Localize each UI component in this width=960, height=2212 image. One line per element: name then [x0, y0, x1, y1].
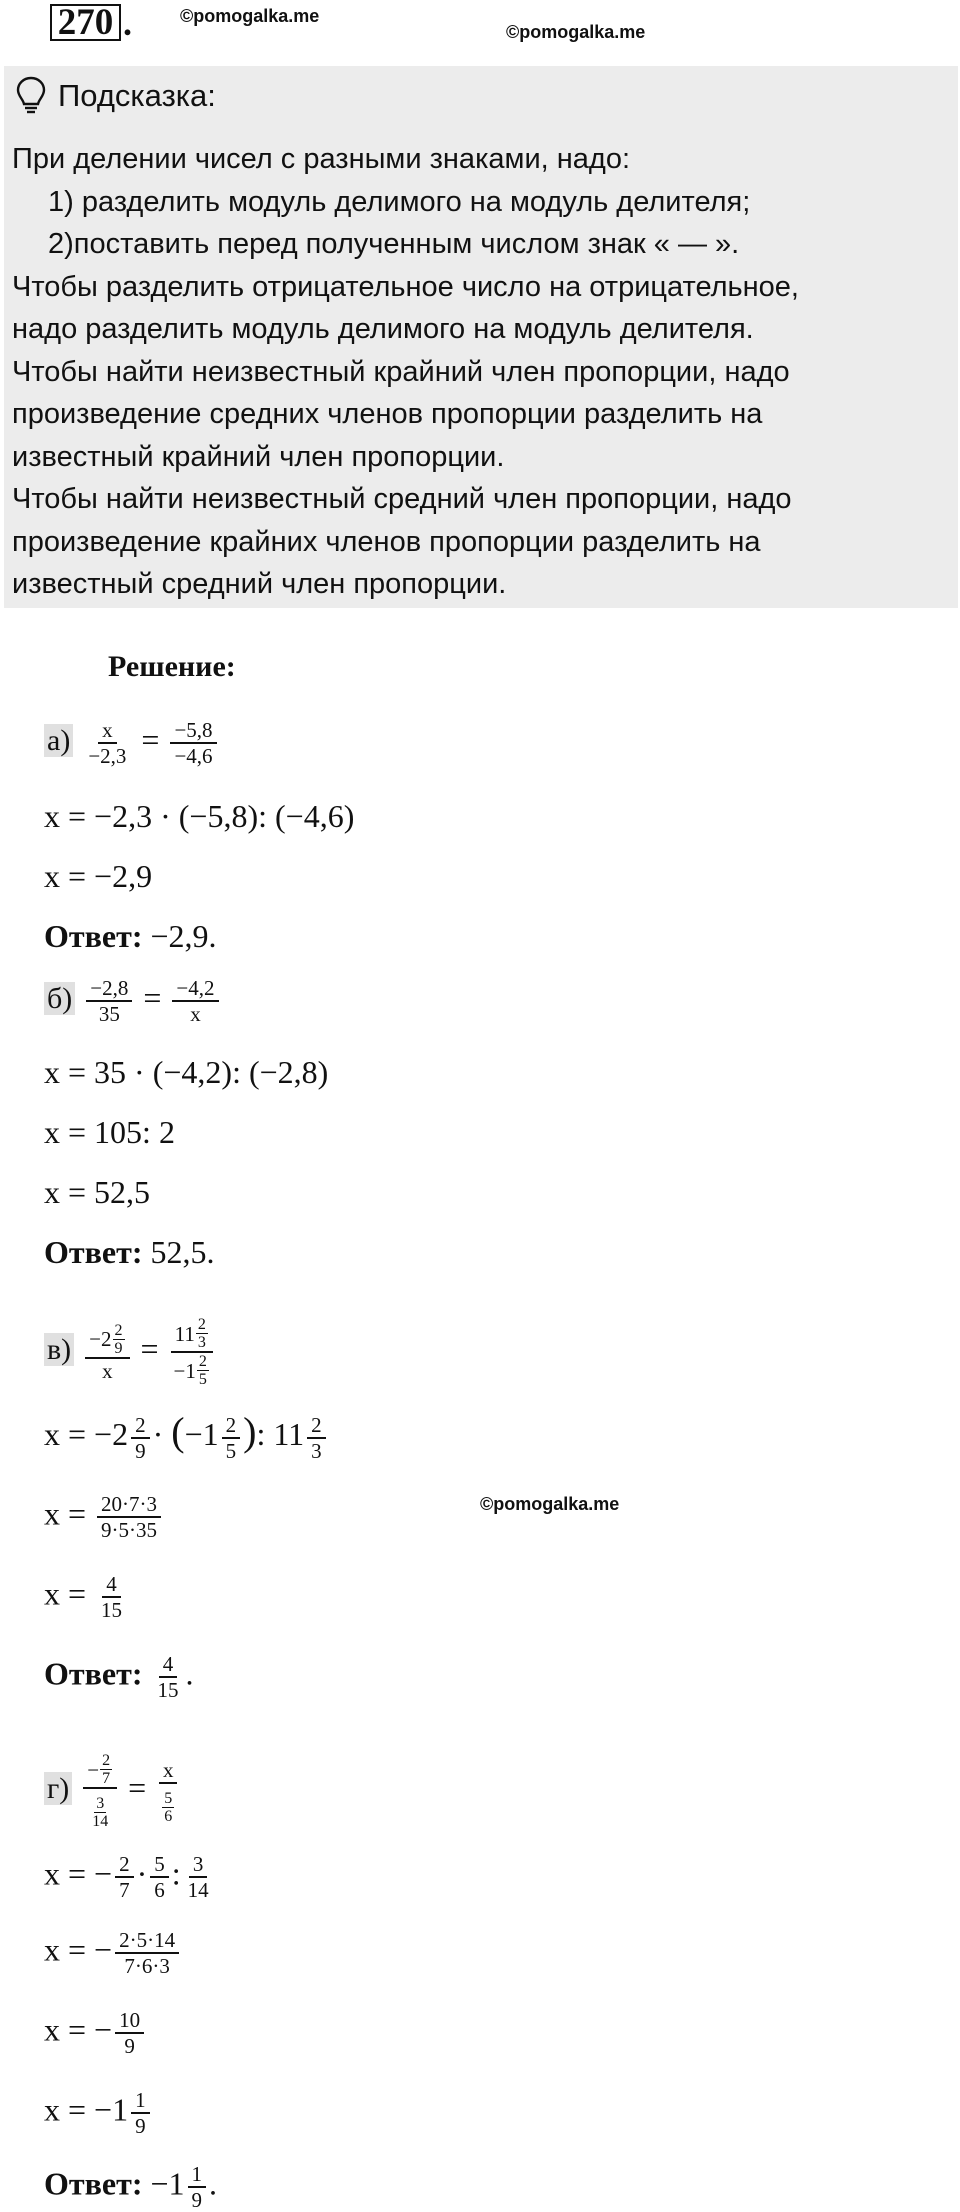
- part-b-answer: [44, 1232, 214, 1272]
- part-v-step1: x = −2 $\frac{2}{9}$ · (−1 $\frac{2}{5}$ ): 11 $\frac{2}{3}$: [44, 1412, 329, 1463]
- hint-text: [12, 138, 952, 606]
- part-g-step2: x = − $\frac{2\cdot 5\cdot 14}{7\cdot 6\cdot 3}$: [44, 1928, 182, 1978]
- answer-value: −2,9.: [150, 918, 217, 954]
- part-g-step4: x = −1 $\frac{1}{9}$: [44, 2088, 153, 2138]
- part-g-label: г): [44, 1772, 72, 1805]
- part-g-equation: г) − $\frac{2}{7}$ $\frac{3}{14}$ = $\frac{x}{\frac{5}{6}}$: [44, 1752, 182, 1830]
- part-b-step1: x = 35 · (−4,2): (−2,8): [44, 1054, 329, 1090]
- part-g-answer: Ответ: −1 $\frac{1}{9}$ .: [44, 2162, 218, 2212]
- hint-line: произведение средних членов пропорции разделить на: [12, 398, 763, 430]
- part-b-label: б): [44, 982, 75, 1015]
- problem-number: 270: [50, 4, 121, 41]
- hint-line: При делении чисел с разными знаками, надо:: [12, 143, 631, 175]
- answer-label: Ответ:: [44, 918, 143, 954]
- hint-line: Чтобы разделить отрицательное число на отрицательное,: [12, 270, 799, 303]
- watermark-top-left: ©pomogalka.me: [180, 6, 320, 26]
- hint-line: известный крайний член пропорции.: [12, 440, 505, 473]
- part-b-step3: x = 52,5: [44, 1174, 151, 1210]
- part-a-equation: а) $\frac{x}{-2,3}$ = $\frac{-5,8}{-4,6}$: [44, 718, 220, 768]
- part-a-step2: x = −2,9: [44, 858, 153, 894]
- watermark-top-right: ©pomogalka.me: [506, 22, 646, 42]
- answer-label: Ответ:: [44, 2165, 143, 2202]
- hint-line: 2)поставить перед полученным числом знак « — ».: [48, 228, 740, 260]
- answer-label: Ответ:: [44, 1655, 143, 1692]
- hint-line: надо разделить модуль делимого на модуль делителя.: [12, 313, 754, 345]
- hint-line: известный средний член пропорции.: [12, 568, 507, 600]
- hint-line: 1) разделить модуль делимого на модуль делителя;: [48, 185, 751, 218]
- part-b-equation: б) $\frac{-2,8}{35}$ = $\frac{-4,2}{x}$: [44, 976, 222, 1026]
- part-a-label: а): [44, 724, 73, 757]
- part-v-equation: в) −2 $\frac{2}{9}$ x = 11 $\frac{2}{3}$ −1 $\frac{2}{5}$: [44, 1316, 217, 1388]
- hint-line: Чтобы найти неизвестный средний член пропорции, надо: [12, 483, 792, 515]
- part-g-step1: x = − $\frac{2}{7}$ · $\frac{5}{6}$ : $\frac{3}{14}$: [44, 1852, 209, 1902]
- watermark-middle: ©pomogalka.me: [480, 1494, 620, 1514]
- part-v-answer: Ответ: $\frac{4}{15}$ .: [44, 1652, 194, 1702]
- solution-title: Решение:: [108, 650, 236, 683]
- part-b-step2: x = 105: 2: [44, 1114, 175, 1150]
- answer-label: Ответ:: [44, 1234, 143, 1270]
- problem-number-dot: .: [123, 3, 132, 43]
- hint-line: произведение крайних членов пропорции разделить на: [12, 525, 761, 558]
- hint-line: Чтобы найти неизвестный крайний член пропорции, надо: [12, 355, 790, 388]
- part-v-step3: x = $\frac{4}{15}$: [44, 1572, 123, 1622]
- part-v-step2: x = $\frac{20\cdot 7\cdot 3}{9\cdot 5\cdot 35}$: [44, 1492, 164, 1542]
- part-g-step3: x = − $\frac{10}{9}$: [44, 2008, 147, 2058]
- part-a-step1: x = −2,3 · (−5,8): (−4,6): [44, 798, 355, 834]
- part-v-label: в): [44, 1333, 74, 1366]
- part-a-answer: [44, 916, 217, 956]
- lightbulb-icon: [16, 76, 46, 119]
- answer-value: 52,5.: [150, 1234, 215, 1270]
- hint-title: Подсказка:: [58, 78, 216, 113]
